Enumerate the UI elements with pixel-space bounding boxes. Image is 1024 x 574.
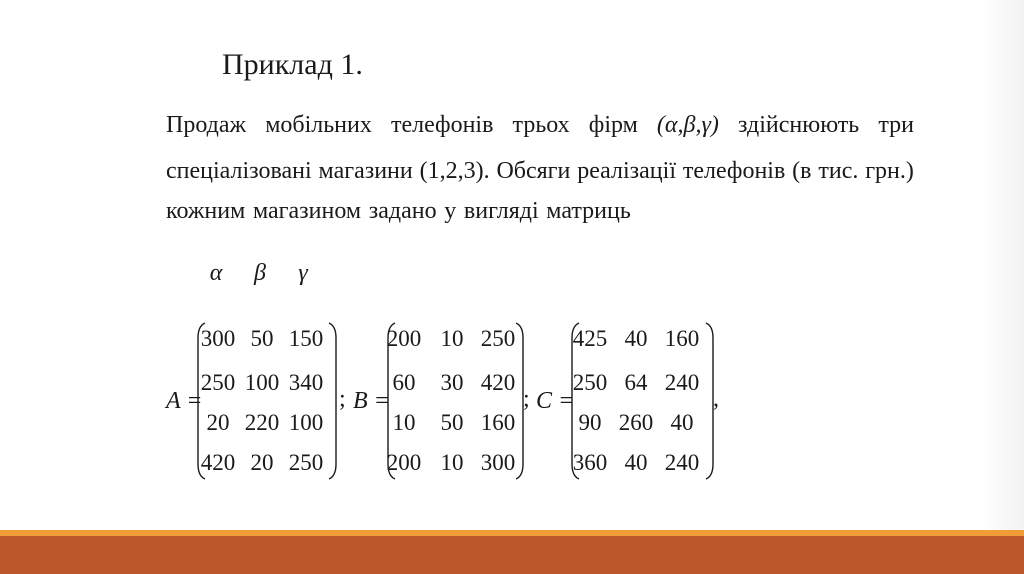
word: здійснюють xyxy=(738,112,860,138)
word: спеціалізовані xyxy=(166,158,312,184)
matrix-label: A = xyxy=(166,388,203,414)
matrix-cell: 240 xyxy=(664,450,700,475)
word: фірм xyxy=(588,112,638,138)
paragraph-line-2 xyxy=(166,158,914,185)
slide-edge-shadow xyxy=(982,0,1024,530)
firms-tuple: (α,β,γ) xyxy=(656,112,719,138)
matrix-cell: 250 xyxy=(288,450,324,475)
matrix-cell: 20 xyxy=(206,410,230,435)
matrix-label: B = xyxy=(353,388,390,414)
matrix-cell: 10 xyxy=(392,410,416,435)
matrix-cell: 100 xyxy=(288,410,324,435)
matrix-cell: 50 xyxy=(440,410,464,435)
example-title: Приклад 1. xyxy=(222,48,363,81)
matrix-cell: 200 xyxy=(386,450,422,475)
matrix-cell: 240 xyxy=(664,370,700,395)
matrix-cell: 160 xyxy=(664,326,700,351)
word: реалізації xyxy=(577,158,676,184)
matrix-cell: 10 xyxy=(440,326,464,351)
word: мобільних xyxy=(265,112,372,138)
column-header-beta: β xyxy=(254,260,266,286)
word: магазини xyxy=(318,158,413,184)
matrix-cell: 40 xyxy=(624,450,648,475)
matrix-cell: 425 xyxy=(572,326,608,351)
matrix-cell: 40 xyxy=(624,326,648,351)
matrix-cell: 360 xyxy=(572,450,608,475)
word: магазином xyxy=(252,198,362,224)
word: грн.) xyxy=(865,158,914,184)
matrix-separator: ; xyxy=(339,386,346,412)
matrix-cell: 220 xyxy=(244,410,280,435)
matrix-cell: 30 xyxy=(440,370,464,395)
matrix-cell: 60 xyxy=(392,370,416,395)
matrix-cell: 200 xyxy=(386,326,422,351)
matrix-cell: 150 xyxy=(288,326,324,351)
matrix-cell: 20 xyxy=(250,450,274,475)
word: вигляді xyxy=(463,198,539,224)
matrix-cell: 64 xyxy=(624,370,648,395)
matrix-label: C = xyxy=(536,388,575,414)
matrix-separator: , xyxy=(713,386,719,412)
word: Обсяги xyxy=(496,158,571,184)
word: трьох xyxy=(512,112,570,138)
matrix-cell: 250 xyxy=(480,326,516,351)
word: матриць xyxy=(546,198,631,224)
matrix-cell: 50 xyxy=(250,326,274,351)
word: кожним xyxy=(166,198,246,224)
footer-bar xyxy=(0,536,1024,574)
word: тис. xyxy=(818,158,859,184)
word: Продаж xyxy=(166,112,247,138)
matrix-cell: 260 xyxy=(618,410,654,435)
paragraph-line-3 xyxy=(166,198,914,225)
word: (1,2,3). xyxy=(419,158,490,184)
matrix-cell: 300 xyxy=(200,326,236,351)
matrix-cell: 90 xyxy=(578,410,602,435)
paragraph-line-1 xyxy=(166,112,914,139)
matrix-cell: 40 xyxy=(670,410,694,435)
matrix-cell: 160 xyxy=(480,410,516,435)
matrix-cell: 300 xyxy=(480,450,516,475)
word: три xyxy=(878,112,914,138)
matrix-cell: 420 xyxy=(200,450,236,475)
column-header-gamma: γ xyxy=(298,260,308,286)
word: у xyxy=(444,198,457,224)
matrix-cell: 420 xyxy=(480,370,516,395)
matrix-separator: ; xyxy=(523,386,530,412)
matrix-cell: 100 xyxy=(244,370,280,395)
column-header-alpha: α xyxy=(209,260,223,286)
word: задано xyxy=(368,198,437,224)
matrix-cell: 250 xyxy=(200,370,236,395)
matrix-cell: 340 xyxy=(288,370,324,395)
word: телефонів xyxy=(682,158,786,184)
matrix-cell: 250 xyxy=(572,370,608,395)
matrix-cell: 10 xyxy=(440,450,464,475)
word: (в xyxy=(792,158,812,184)
word: телефонів xyxy=(390,112,494,138)
